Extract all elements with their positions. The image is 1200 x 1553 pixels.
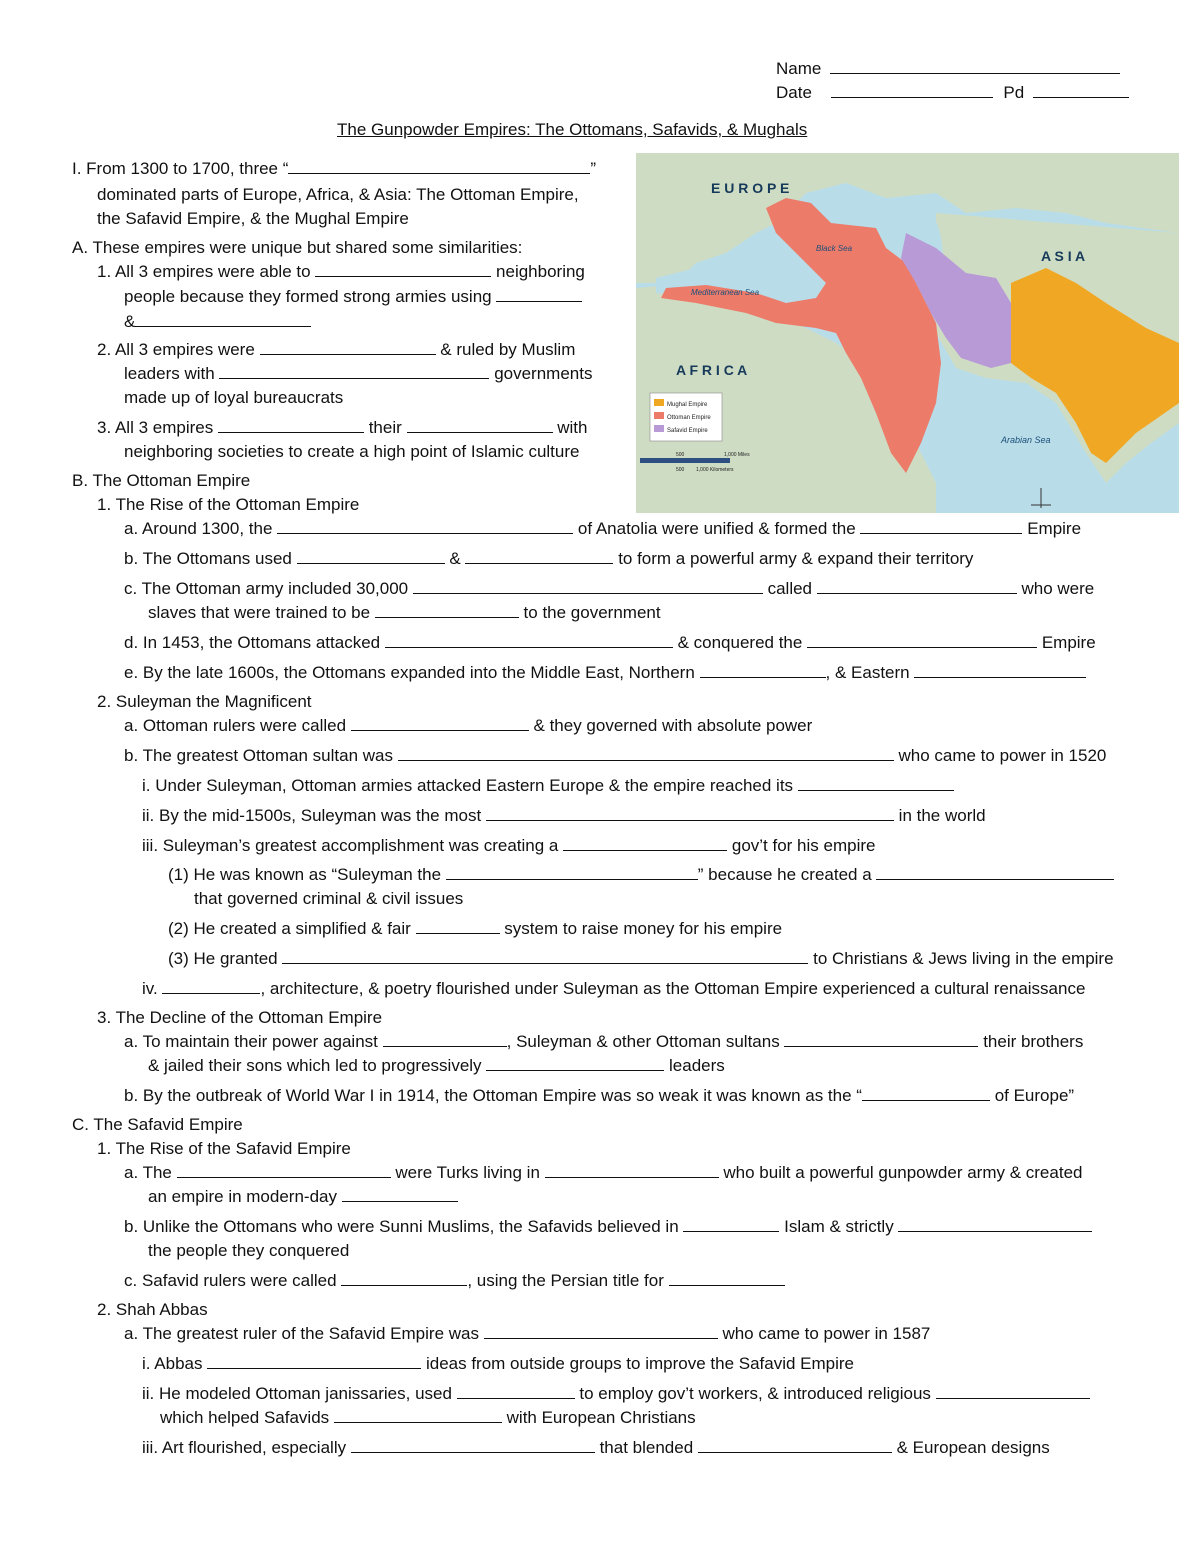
line-b3a: a. To maintain their power against , Suleyman & other Ottoman sultans their brothers <box>124 1032 1084 1051</box>
blank-b2b-i[interactable] <box>798 775 954 791</box>
line-a2: 2. All 3 empires were & ruled by Muslim <box>97 340 576 359</box>
line-b2b-iii-1-2: that governed criminal & civil issues <box>194 889 464 908</box>
blank-c1b-1[interactable] <box>683 1216 779 1232</box>
line-i-3: the Safavid Empire, & the Mughal Empire <box>97 209 409 228</box>
line-a3: 3. All 3 empires their with <box>97 418 588 437</box>
map-label-arabian-sea: Arabian Sea <box>1001 435 1051 445</box>
scale-km-1000: 1,000 Kilometers <box>696 467 734 473</box>
worksheet-title: The Gunpowder Empires: The Ottomans, Safavids, & Mughals <box>337 120 808 139</box>
legend-ottoman: Ottoman Empire <box>667 415 711 421</box>
line-b2b-iii-2: (2) He created a simplified & fair system to raise money for his empire <box>168 919 783 938</box>
line-b1c-2: slaves that were trained to be to the government <box>148 603 661 622</box>
legend-swatch-mughal <box>654 399 664 406</box>
line-i-intro: I. From 1300 to 1700, three “ ” <box>72 159 597 178</box>
line-b2b-iii: iii. Suleyman’s greatest accomplishment was creating a gov’t for his empire <box>142 836 876 855</box>
blank-b3a-3[interactable] <box>486 1055 664 1071</box>
blank-c2a-ii-3[interactable] <box>334 1407 502 1423</box>
line-a1-3: & <box>124 311 311 333</box>
blank-b3a-2[interactable] <box>784 1031 978 1047</box>
blank-b1e-1[interactable] <box>700 662 826 678</box>
line-b2b-iii-3: (3) He granted to Christians & Jews living in the empire <box>168 949 1114 968</box>
blank-b1c-3[interactable] <box>375 602 519 618</box>
blank-b2b-iii-1b[interactable] <box>876 864 1114 880</box>
line-a2-2: leaders with governments <box>124 364 593 383</box>
gunpowder-empires-map <box>636 153 1179 513</box>
blank-b1d-1[interactable] <box>385 632 673 648</box>
line-b3-heading: 3. The Decline of the Ottoman Empire <box>97 1008 383 1027</box>
line-c1b-2: the people they conquered <box>148 1241 350 1260</box>
blank-c1a-2[interactable] <box>545 1162 719 1178</box>
line-b1-heading: 1. The Rise of the Ottoman Empire <box>97 495 360 514</box>
map-scale-bar <box>640 458 730 463</box>
line-c2a-iii: iii. Art flourished, especially that blended & European designs <box>142 1438 1050 1457</box>
map-label-black-sea: Black Sea <box>816 244 853 253</box>
line-a3-2: neighboring societies to create a high point of Islamic culture <box>124 442 580 461</box>
date-label: Date <box>776 83 812 102</box>
blank-b1b-2[interactable] <box>465 548 613 564</box>
line-c1c: c. Safavid rulers were called , using the Persian title for <box>124 1270 785 1292</box>
blank-b3b[interactable] <box>862 1085 990 1101</box>
line-b1c: c. The Ottoman army included 30,000 called who were <box>124 579 1095 598</box>
blank-c1b-2[interactable] <box>898 1216 1092 1232</box>
blank-b2b-iii-2[interactable] <box>416 918 500 934</box>
line-b2b-ii: ii. By the mid-1500s, Suleyman was the most in the world <box>142 806 986 825</box>
line-c2a-i: i. Abbas ideas from outside groups to improve the Safavid Empire <box>142 1354 855 1373</box>
blank-b2b-iii-1a[interactable] <box>446 864 698 880</box>
line-b-heading: B. The Ottoman Empire <box>72 471 251 490</box>
blank-c2a-i[interactable] <box>207 1353 421 1369</box>
blank-a1-2[interactable] <box>496 286 582 302</box>
line-c1a-2: an empire in modern-day <box>148 1186 458 1208</box>
line-a-heading: A. These empires were unique but shared some similarities: <box>72 238 523 257</box>
name-label: Name <box>776 59 822 78</box>
blank-c2a-ii-1[interactable] <box>457 1383 575 1399</box>
map-label-africa: A F R I C A <box>676 362 748 378</box>
blank-b1a-1[interactable] <box>277 518 573 534</box>
blank-b2b-iii-3[interactable] <box>282 948 808 964</box>
blank-b1c-1[interactable] <box>413 578 763 594</box>
blank-c2a[interactable] <box>484 1323 718 1339</box>
blank-c2a-iii-2[interactable] <box>698 1437 892 1453</box>
map-label-asia: A S I A <box>1041 248 1086 264</box>
blank-c1c-1[interactable] <box>341 1270 467 1286</box>
blank-b1a-2[interactable] <box>860 518 1022 534</box>
blank-a3-2[interactable] <box>407 417 553 433</box>
blank-c1c-2[interactable] <box>669 1270 785 1286</box>
blank-c1a-3[interactable] <box>342 1186 458 1202</box>
pd-label: Pd <box>1003 83 1025 102</box>
line-b3a-2: & jailed their sons which led to progressively leaders <box>148 1056 725 1075</box>
date-blank[interactable] <box>831 82 993 98</box>
line-c1b: b. Unlike the Ottomans who were Sunni Muslims, the Safavids believed in Islam & strictly <box>124 1216 1092 1238</box>
blank-b3a-1[interactable] <box>383 1031 507 1047</box>
line-c2a-ii-2: which helped Safavids with European Christians <box>160 1408 696 1427</box>
line-b2b-iii-1: (1) He was known as “Suleyman the ” because he created a <box>168 864 1114 886</box>
line-a2-3: made up of loyal bureaucrats <box>124 388 344 407</box>
line-c2a-ii: ii. He modeled Ottoman janissaries, used to employ gov’t workers, & introduced religious <box>142 1383 1090 1405</box>
pd-blank[interactable] <box>1033 82 1129 98</box>
blank-a1-3[interactable] <box>135 311 311 327</box>
blank-b2b[interactable] <box>398 745 894 761</box>
legend-mughal: Mughal Empire <box>667 402 708 408</box>
line-b1b: b. The Ottomans used & to form a powerful army & expand their territory <box>124 549 974 568</box>
date-row <box>776 82 1129 104</box>
line-b2b: b. The greatest Ottoman sultan was who came to power in 1520 <box>124 746 1107 765</box>
line-a1-2: people because they formed strong armies using <box>124 286 582 308</box>
blank-b2b-ii[interactable] <box>486 805 894 821</box>
blank-a2-1[interactable] <box>260 339 436 355</box>
map-label-europe: E U R O P E <box>711 180 790 196</box>
name-row <box>776 58 1120 80</box>
blank-a3-1[interactable] <box>218 417 364 433</box>
line-b3b: b. By the outbreak of World War I in 1914, the Ottoman Empire was so weak it was known as the “ of Europe” <box>124 1086 1075 1105</box>
line-c1a: a. The were Turks living in who built a powerful gunpowder army & created <box>124 1163 1083 1182</box>
blank-c2a-iii-1[interactable] <box>351 1437 595 1453</box>
blank-three-empires[interactable] <box>288 158 590 174</box>
blank-b1e-2[interactable] <box>914 662 1086 678</box>
scale-miles-500: 500 <box>676 452 685 458</box>
blank-c1a-1[interactable] <box>177 1162 391 1178</box>
name-blank[interactable] <box>830 58 1120 74</box>
blank-a1-1[interactable] <box>315 261 491 277</box>
line-b1d: d. In 1453, the Ottomans attacked & conquered the Empire <box>124 633 1096 652</box>
line-b1a: a. Around 1300, the of Anatolia were unified & formed the Empire <box>124 519 1082 538</box>
line-c1-heading: 1. The Rise of the Safavid Empire <box>97 1139 351 1158</box>
line-i-2: dominated parts of Europe, Africa, & Asia: The Ottoman Empire, <box>97 185 579 204</box>
line-b2b-i: i. Under Suleyman, Ottoman armies attacked Eastern Europe & the empire reached its <box>142 775 954 797</box>
line-c2a: a. The greatest ruler of the Safavid Empire was who came to power in 1587 <box>124 1324 931 1343</box>
blank-b2b-iv[interactable] <box>162 978 260 994</box>
blank-b1d-2[interactable] <box>807 632 1037 648</box>
map-label-mediterranean: Mediterranean Sea <box>691 288 760 297</box>
legend-swatch-ottoman <box>654 412 664 419</box>
legend-swatch-safavid <box>654 425 664 432</box>
line-b2a: a. Ottoman rulers were called & they governed with absolute power <box>124 716 813 735</box>
line-b1e: e. By the late 1600s, the Ottomans expanded into the Middle East, Northern , & Eastern <box>124 662 1086 684</box>
line-c2-heading: 2. Shah Abbas <box>97 1300 208 1319</box>
line-c-heading: C. The Safavid Empire <box>72 1115 243 1134</box>
scale-km-500: 500 <box>676 467 685 473</box>
line-b2b-iv: iv. , architecture, & poetry flourished under Suleyman as the Ottoman Empire experienced a cultural renaissance <box>142 979 1086 998</box>
blank-a2-2[interactable] <box>219 363 489 379</box>
scale-miles-1000: 1,000 Miles <box>724 452 750 458</box>
blank-b2b-iii[interactable] <box>563 835 727 851</box>
blank-b1b-1[interactable] <box>297 548 445 564</box>
blank-b2a[interactable] <box>351 715 529 731</box>
blank-c2a-ii-2[interactable] <box>936 1383 1090 1399</box>
line-b2-heading: 2. Suleyman the Magnificent <box>97 692 312 711</box>
legend-safavid: Safavid Empire <box>667 428 708 434</box>
blank-b1c-2[interactable] <box>817 578 1017 594</box>
line-a1: 1. All 3 empires were able to neighboring <box>97 262 585 281</box>
